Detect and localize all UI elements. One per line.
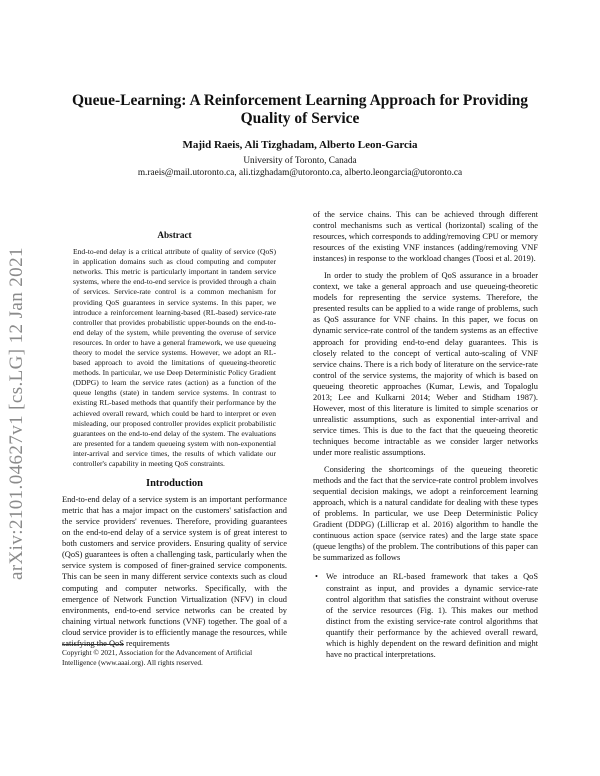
arxiv-stamp: arXiv:2101.04627v1 [cs.LG] 12 Jan 2021 xyxy=(6,247,27,580)
intro-paragraph-1-continued: of the service chains. This can be achieved through different control mechanisms such as vertical (horizontal) scaling of the resources, which corresponds to adding/removing CPU or memory resources of the existing VNF instances (adding/removing VNF instances) in response to the workload changes (Toosi et al. 2019). xyxy=(313,210,538,264)
right-column xyxy=(313,209,538,660)
paper-affiliation xyxy=(60,155,540,179)
intro-paragraph-2: In order to study the problem of QoS assurance in a broader context, we take a general approach and use queueing-theoretic models for representing the service systems. Therefore, the presented results can be applied to a wide range of problems, such as QoS assurance for VNF chains. In this paper, we focus on dynamic service-rate control of the tandem systems as an effective approach for providing end-to-end delay guarantees. This is closely related to the concept of vertical auto-scaling of VNF service chains. There is a rich body of literature on the service-rate control of the service systems, the majority of which is based on queueing theoretic approaches (Kumar, Lewis, and Topaloglu 2013; Lee and Kulkarni 2014; Weber and Stidham 1987). However, most of this literature is limited to simple scenarios or unrealistic assumptions, such as exponential inter-arrival and service times. This is due to the fact that the queueing theoretic techniques become intractable as we consider larger networks under more realistic assumptions. xyxy=(313,271,538,457)
abstract-heading: Abstract xyxy=(157,230,192,240)
introduction-heading: Introduction xyxy=(146,478,203,490)
author-emails: m.raeis@mail.utoronto.ca, ali.tizghadam@utoronto.ca, alberto.leongarcia@utoronto.ca xyxy=(137,168,463,178)
contribution-bullet: • We introduce an RL-based framework that takes a QoS constraint as input, and provides a dynamic service-rate control algorithm that satisfies the constraint without overuse of the service resources (Fig. 1). This makes our method distinct from the existing service-rate control algorithms that quantify their performance by the achieved overall reward, which is highly dependent on the reward definition and might have no practical interpretations. xyxy=(313,571,538,659)
paper-title: Queue-Learning: A Reinforcement Learning Approach for Providing Quality of Service xyxy=(71,92,529,127)
paper-authors: Majid Raeis, Ali Tizghadam, Alberto Leon-Garcia xyxy=(182,139,418,151)
left-column xyxy=(62,230,287,649)
intro-paragraph-3: Considering the shortcomings of the queueing theoretic methods and the fact that the service-rate control problem involves sequential decision makings, we adopt a reinforcement learning approach, which is a natural candidate for dealing with these types of problems. In particular, we use Deep Deterministic Policy Gradient (DDPG) (Lillicrap et al. 2016) algorithm to handle the continuous action space (service rates) and the large state space (queue lengths) of the problem. The contributions of this paper can be summarized as follows xyxy=(313,465,538,563)
affiliation-name: University of Toronto, Canada xyxy=(243,156,357,166)
intro-paragraph-1: End-to-end delay of a service system is an important performance metric that has a major impact on the customers' satisfaction and the service providers' revenues. Therefore, providing guarantees on the end-to-end delay of a service system is of great interest to both customers and service providers. Ensuring quality of service (QoS) guarantees is often a challenging task, particularly when the service system is composed of finer-grained service components. This can be seen in many different service contexts such as cloud computing and computer networks. Specifically, with the emergence of Network Function Virtualization (NFV) in cloud environments, end-to-end service networks can be created by chaining virtual network functions (VNF) together. The goal of a cloud service provider is to efficiently manage the resources, while satisfying the QoS requirements xyxy=(62,495,287,648)
abstract-text: End-to-end delay is a critical attribute of quality of service (QoS) in application domains such as cloud computing and computer networks. This metric is particularly important in tandem service systems, where the end-to-end service is provided through a chain of services. Service-rate control is a common mechanism for providing QoS guarantees in service systems. In this paper, we introduce a reinforcement learning-based (RL-based) service-rate controller that provides probabilistic upper-bounds on the end-to-end delay of the system, while preventing the overuse of service resources. In order to have a general framework, we use queueing theory to model the service systems. However, we adopt an RL-based approach to avoid the limitations of queueing-theoretic methods. In particular, we use Deep Deterministic Policy Gradient (DDPG) to learn the service rates (action) as a function of the queue lengths (state) in tandem service systems. In contrast to existing RL-based methods that quantify their performance by the achieved overall reward, which could be hard to interpret or even misleading, our proposed controller provides explicit probabilistic guarantees on the end-to-end delay of the system. The evaluations are presented for a tandem queueing system with non-exponential inter-arrival and service times, the results of which validate our controller's capability in meeting QoS constraints. xyxy=(73,247,276,469)
copyright-footnote: Copyright © 2021, Association for the Advancement of Artificial Intelligence (www.aaai.org). All rights reserved. xyxy=(62,648,253,667)
footnote-divider xyxy=(62,644,124,645)
contributions-list xyxy=(313,571,538,659)
